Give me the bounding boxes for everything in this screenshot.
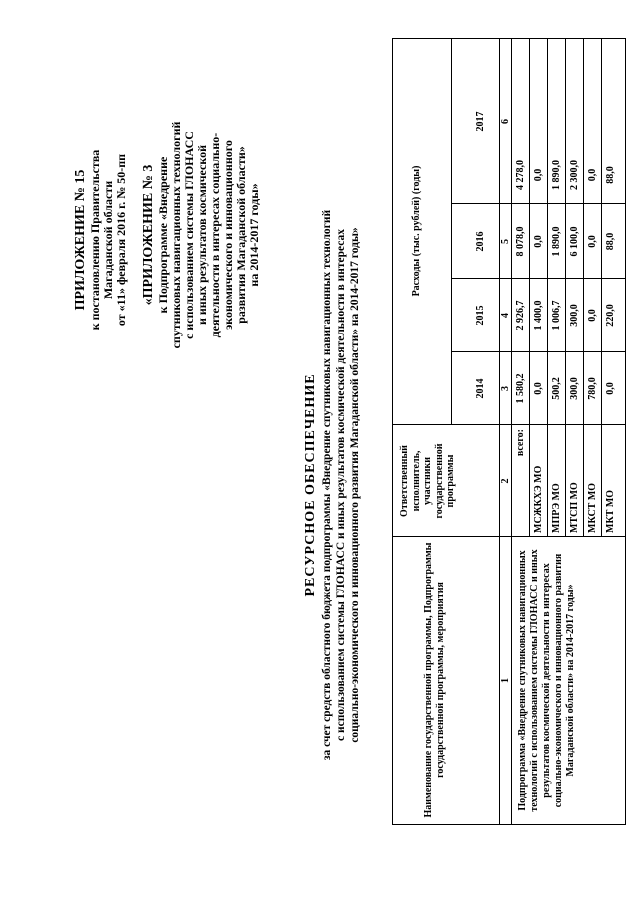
appendix-3-line: экономического и инновационного xyxy=(221,140,235,330)
grid-line xyxy=(565,39,566,537)
year-header: 2017 xyxy=(475,111,486,132)
value-cell: 1 006,7 xyxy=(551,300,562,331)
appendix-15-line: от «11» февраля 2016 г. № 50-пп xyxy=(114,153,128,327)
value-cell: 780,0 xyxy=(587,377,598,400)
appendix-15-line: Магаданской области xyxy=(101,180,115,300)
grid-line xyxy=(529,39,530,537)
col-number: 1 xyxy=(500,678,511,683)
value-cell: 220,0 xyxy=(605,304,616,327)
year-header: 2015 xyxy=(475,305,486,326)
heading-line: социально-экономического и инновационного развития Магаданской области» на 2014-2017 годы» xyxy=(349,227,361,743)
grid-line xyxy=(601,39,602,537)
appendix-3-line: деятельности в интересах социально- xyxy=(208,132,222,338)
year-header: 2014 xyxy=(475,378,486,399)
value-cell: 1 580,2 xyxy=(515,373,526,404)
appendix-3-line: и иных результатов космической xyxy=(195,144,209,326)
page-title: РЕСУРСНОЕ ОБЕСПЕЧЕНИЕ xyxy=(303,373,318,597)
value-cell: 0,0 xyxy=(587,235,598,248)
value-cell: 0,0 xyxy=(533,382,544,395)
value-cell: 4 278,0 xyxy=(515,160,526,190)
value-cell: 0,0 xyxy=(587,168,598,182)
value-cell: 88,0 xyxy=(605,166,616,184)
executor-cell: МСЖКХЭ МО xyxy=(533,465,544,533)
col-header-expenses: Расходы (тыс. рублей) (годы) xyxy=(411,165,422,297)
appendix-3-header xyxy=(140,75,261,395)
col-number: 5 xyxy=(500,239,511,244)
value-cell: 0,0 xyxy=(605,382,616,395)
heading-line: за счет средств областного бюджета подпрограммы «Внедрение спутниковых навигационных технологий xyxy=(321,209,333,761)
appendix-3-line: к Подпрограмме «Внедрение xyxy=(156,156,170,314)
grid-line xyxy=(583,39,584,537)
appendix-3-line: спутниковых навигационных технологий xyxy=(169,121,183,349)
executor-cell: МТСП МО xyxy=(569,482,580,533)
appendix-3-line: с использованием системы ГЛОНАСС xyxy=(182,131,196,339)
executor-cell: МКСТ МО xyxy=(587,482,598,533)
appendix-3-line: развития Магаданской области» xyxy=(234,146,248,324)
value-cell: 0,0 xyxy=(587,309,598,322)
col-number: 4 xyxy=(500,313,511,318)
value-cell: 2 300,0 xyxy=(569,160,580,190)
value-cell: 0,0 xyxy=(533,168,544,182)
col-number: 3 xyxy=(500,386,511,391)
value-cell: 300,0 xyxy=(569,377,580,400)
resource-table xyxy=(392,38,626,825)
executor-cell: всего: xyxy=(515,429,526,457)
col-number: 2 xyxy=(500,478,511,484)
value-cell: 1 400,0 xyxy=(533,300,544,331)
appendix-3-line: на 2014-2017 годы» xyxy=(247,183,261,287)
appendix-15-header xyxy=(72,80,128,400)
appendix-3-title: «ПРИЛОЖЕНИЕ № 3 xyxy=(141,164,156,306)
col-header-program: Наименование государственной программы, Подпрограммы государственной программы, мероприятия xyxy=(423,542,446,818)
year-header: 2016 xyxy=(475,231,486,252)
appendix-15-title: ПРИЛОЖЕНИЕ № 15 xyxy=(73,169,88,311)
value-cell: 8 078,0 xyxy=(515,226,526,257)
value-cell: 500,2 xyxy=(551,377,562,400)
appendix-15-line: к постановлению Правительства xyxy=(88,149,102,331)
grid-line xyxy=(547,39,548,537)
grid-line xyxy=(451,39,452,425)
value-cell: 1 890,0 xyxy=(551,226,562,257)
col-number: 6 xyxy=(500,119,511,124)
value-cell: 2 926,7 xyxy=(515,300,526,331)
col-header-executor: Ответственный исполнитель, участники государственной программы xyxy=(399,443,456,519)
executor-cell: МПРЭ МО xyxy=(551,483,562,533)
value-cell: 88,0 xyxy=(605,232,616,251)
executor-cell: МКТ МО xyxy=(605,489,616,533)
value-cell: 6 100,0 xyxy=(569,226,580,257)
value-cell: 300,0 xyxy=(569,304,580,327)
value-cell: 0,0 xyxy=(533,235,544,248)
heading-line: с использованием системы ГЛОНАСС и иных результатов космической деятельности в интересах xyxy=(335,229,347,742)
program-name-cell: Подпрограмма «Внедрение спутниковых навигационных технологий с использованием системы ГЛОНАСС и иных результатов космической деятельности в интересах социально-экономического и инновационного развития Магаданской области» на 2014-2017 годы» xyxy=(517,549,576,812)
value-cell: 1 890,0 xyxy=(551,160,562,190)
document-heading xyxy=(302,105,362,865)
